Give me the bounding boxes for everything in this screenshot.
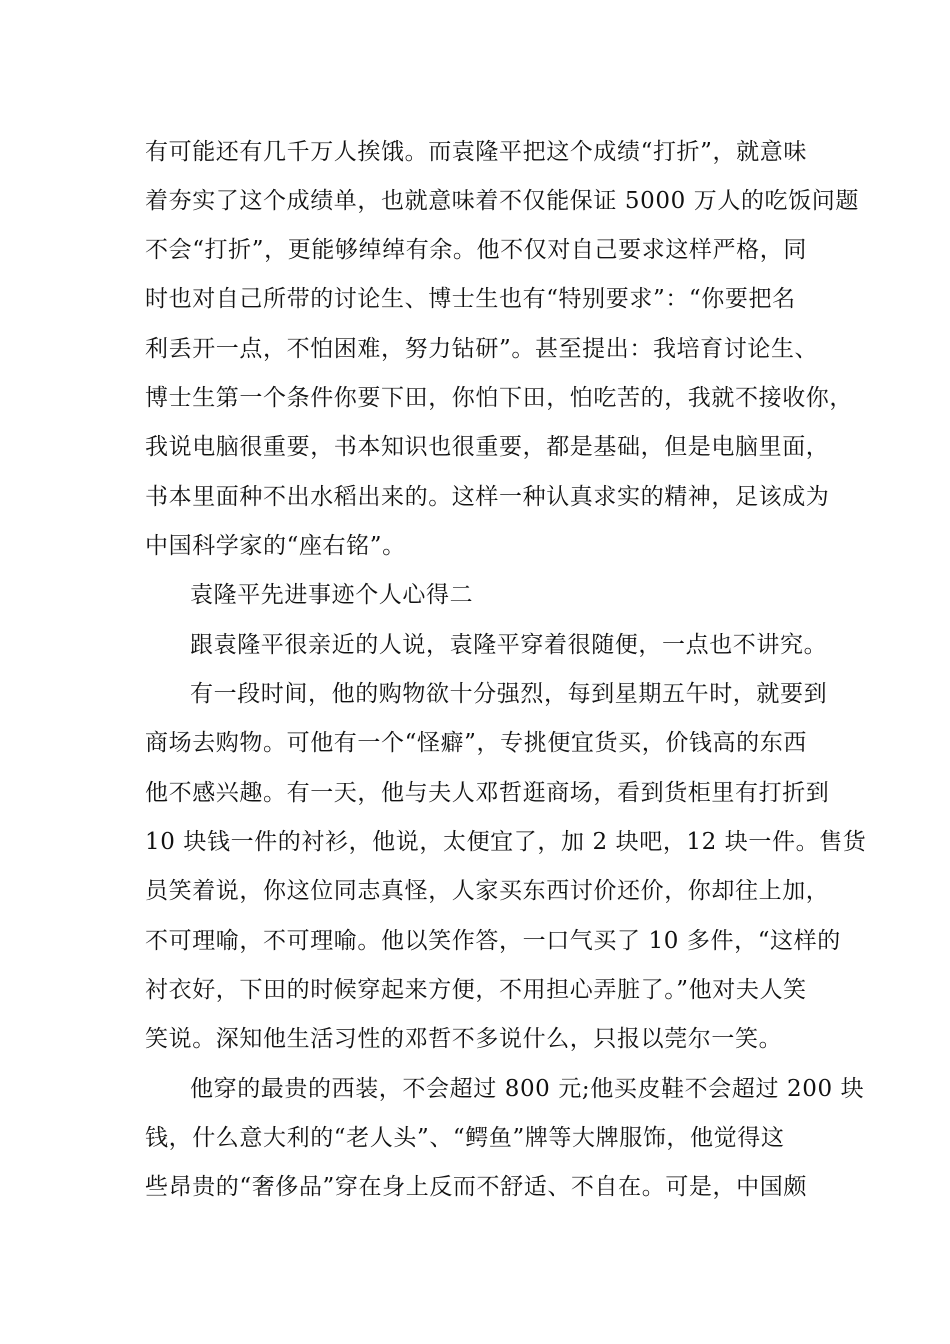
text-line: 利丢开一点，不怕困难，努力钻研”。甚至提出：我培育讨论生、 [145,336,819,362]
text-line: 不会“打折”，更能够绰绰有余。他不仅对自己要求这样严格，同 [145,237,807,263]
section-heading: 袁隆平先进事迹个人心得二 [190,582,474,608]
text-line: 书本里面种不出水稻出来的。这样一种认真求实的精神，足该成为 [145,484,830,510]
text-line: 跟袁隆平很亲近的人说，袁隆平穿着很随便，一点也不讲究。 [190,632,828,658]
text-line: 衬衣好，下田的时候穿起来方便，不用担心弄脏了。”他对夫人笑 [145,977,807,1003]
text-line: 他穿的最贵的西装，不会超过 800 元;他买皮鞋不会超过 200 块 [190,1076,865,1102]
text-line: 有可能还有几千万人挨饿。而袁隆平把这个成绩“打折”，就意味 [145,139,807,165]
text-line: 钱，什么意大利的“老人头”、“鳄鱼”牌等大牌服饰，他觉得这 [145,1125,785,1151]
text-line: 他不感兴趣。有一天，他与夫人邓哲逛商场，看到货柜里有打折到 [145,780,830,806]
text-line: 我说电脑很重要，书本知识也很重要，都是基础，但是电脑里面， [145,434,830,460]
text-line: 笑说。深知他生活习性的邓哲不多说什么，只报以莞尔一笑。 [145,1026,783,1052]
text-line: 10 块钱一件的衬衫，他说，太便宜了，加 2 块吧，12 块一件。售货 [145,829,867,855]
text-line: 不可理喻，不可理喻。他以笑作答，一口气买了 10 多件，“这样的 [145,928,841,954]
text-line: 中国科学家的“座右铭”。 [145,533,406,559]
text-line: 时也对自己所带的讨论生、博士生也有“特别要求”：“你要把名 [145,286,796,312]
text-line: 员笑着说，你这位同志真怪，人家买东西讨价还价，你却往上加， [145,878,830,904]
text-line: 有一段时间，他的购物欲十分强烈，每到星期五午时，就要到 [190,681,828,707]
text-line: 着夯实了这个成绩单，也就意味着不仅能保证 5000 万人的吃饭问题 [145,188,859,214]
text-line: 博士生第一个条件你要下田，你怕下田，怕吃苦的，我就不接收你， [145,385,853,411]
text-line: 商场去购物。可他有一个“怪癖”，专挑便宜货买，价钱高的东西 [145,730,807,756]
text-line: 些昂贵的“奢侈品”穿在身上反而不舒适、不自在。可是，中国颇 [145,1174,807,1200]
